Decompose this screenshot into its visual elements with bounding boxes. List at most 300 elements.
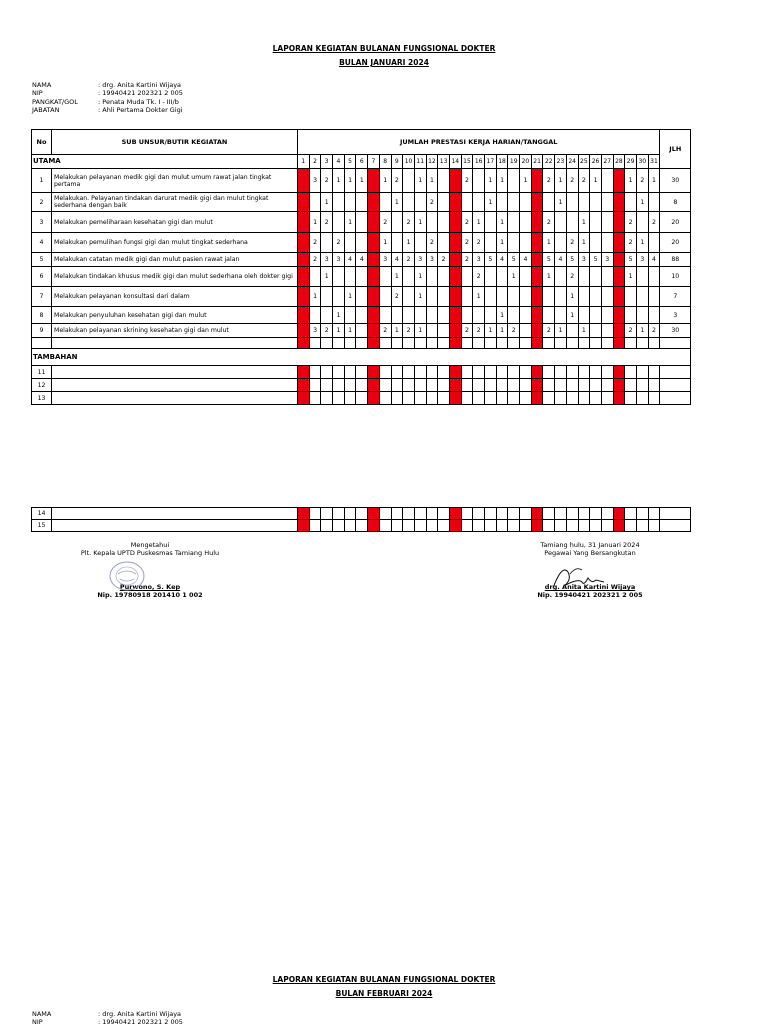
section-tambahan-label: TAMBAHAN [32,349,691,366]
column-daily-header: JUMLAH PRESTASI KERJA HARIAN/TANGGAL [298,130,660,155]
day-cell: 1 [578,233,590,253]
day-number: 23 [555,155,567,169]
day-cell [566,366,578,379]
day-cell [344,366,356,379]
row-total: 10 [660,267,691,287]
day-cell [309,379,321,392]
row-number: 12 [32,379,52,392]
day-cell: 2 [461,253,473,267]
day-cell [344,338,356,349]
day-cell: 3 [309,324,321,338]
day-cell [473,338,485,349]
day-cell: 5 [543,253,555,267]
day-cell [368,520,380,532]
column-activity-header: SUB UNSUR/BUTIR KEGIATAN [52,130,298,155]
day-cell [321,338,333,349]
day-cell [379,338,391,349]
day-cell [309,307,321,324]
day-cell: 1 [496,233,508,253]
day-cell [379,193,391,212]
day-number: 29 [625,155,637,169]
day-cell [403,267,415,287]
day-cell [590,212,602,233]
day-cell [473,520,485,532]
day-cell [613,193,625,212]
day-cell: 2 [438,253,450,267]
day-cell [473,392,485,405]
day-cell [578,287,590,307]
row-number: 1 [32,169,52,193]
day-cell [590,287,602,307]
day-cell [566,508,578,520]
day-cell [520,287,532,307]
section-tambahan-row [32,349,691,366]
table-row [32,233,691,253]
day-cell [461,508,473,520]
day-cell: 1 [344,324,356,338]
day-cell [298,520,310,532]
day-cell [368,338,380,349]
activity-description [52,508,298,520]
row-total: 30 [660,324,691,338]
day-cell [520,267,532,287]
day-cell [508,287,520,307]
day-cell [543,307,555,324]
table-row [32,324,691,338]
day-cell [426,520,438,532]
day-cell: 2 [321,212,333,233]
day-cell: 2 [333,233,345,253]
day-cell [426,366,438,379]
info-value: : Ahli Pertama Dokter Gigi [98,105,183,114]
info-row [32,98,183,106]
day-cell: 1 [636,324,648,338]
day-cell [438,324,450,338]
day-cell [356,379,368,392]
row-total: 30 [660,169,691,193]
day-number: 4 [333,155,345,169]
day-cell [403,392,415,405]
day-cell [438,287,450,307]
day-cell [309,508,321,520]
day-cell [531,508,543,520]
info-value: : Penata Muda Tk. I - III/b [98,97,179,106]
day-cell [636,338,648,349]
day-number: 31 [648,155,660,169]
day-cell [333,193,345,212]
day-cell [379,307,391,324]
day-cell [566,520,578,532]
row-number: 5 [32,253,52,267]
day-cell [449,233,461,253]
day-cell: 5 [625,253,637,267]
day-cell [391,212,403,233]
day-cell [555,379,567,392]
day-cell [414,392,426,405]
day-cell [461,366,473,379]
day-cell [438,338,450,349]
day-cell [321,379,333,392]
activity-description: Melakukan. Pelayanan tindakan darurat medik gigi dan mulut tingkat sederhana dengan baik [52,193,298,212]
day-cell [321,233,333,253]
day-cell [333,212,345,233]
day-cell [520,508,532,520]
day-cell: 1 [344,287,356,307]
day-cell [625,392,637,405]
day-number: 2 [309,155,321,169]
day-cell: 2 [636,169,648,193]
row-total: 3 [660,307,691,324]
day-cell: 1 [391,267,403,287]
day-number: 19 [508,155,520,169]
day-cell [496,287,508,307]
row-number: 8 [32,307,52,324]
day-cell [520,307,532,324]
day-cell: 2 [461,233,473,253]
info-key: NIP [32,1018,43,1027]
day-cell [520,338,532,349]
day-cell [449,379,461,392]
day-cell [555,392,567,405]
day-cell [414,193,426,212]
day-cell [636,379,648,392]
day-cell [426,508,438,520]
day-cell [449,287,461,307]
day-cell: 2 [461,324,473,338]
day-cell [356,520,368,532]
day-cell: 1 [344,212,356,233]
row-total [660,392,691,405]
day-cell [368,324,380,338]
day-cell: 3 [414,253,426,267]
info-key: NIP [32,89,43,98]
day-cell [578,392,590,405]
day-cell: 1 [426,169,438,193]
day-cell [333,508,345,520]
acknowledger-nip: Nip. 19780918 201410 1 002 [97,591,203,599]
day-cell [613,520,625,532]
day-cell [461,379,473,392]
day-cell [613,379,625,392]
row-number: 11 [32,366,52,379]
day-number: 18 [496,155,508,169]
day-cell: 4 [520,253,532,267]
day-cell [309,193,321,212]
day-cell [520,324,532,338]
table-row [32,307,691,324]
day-number: 1 [298,155,310,169]
day-cell [590,392,602,405]
day-cell [438,379,450,392]
day-cell: 1 [414,287,426,307]
day-cell [531,287,543,307]
day-number: 8 [379,155,391,169]
day-cell [508,193,520,212]
day-cell [298,212,310,233]
day-number: 11 [414,155,426,169]
day-cell [391,392,403,405]
section-utama-label: UTAMA [32,155,298,169]
row-number: 3 [32,212,52,233]
day-cell [601,508,613,520]
day-cell [566,338,578,349]
day-cell [601,338,613,349]
table-row [32,379,691,392]
day-cell [531,267,543,287]
day-cell: 2 [426,233,438,253]
day-cell [438,169,450,193]
activity-description: Melakukan pelayanan konsultasi dari dalam [52,287,298,307]
day-cell [403,169,415,193]
day-cell [321,392,333,405]
day-cell [438,267,450,287]
day-cell [625,287,637,307]
table-row [32,287,691,307]
day-cell: 3 [578,253,590,267]
day-cell [473,307,485,324]
day-cell [485,307,497,324]
day-cell [368,267,380,287]
activity-description [52,392,298,405]
day-cell [356,267,368,287]
day-cell: 3 [333,253,345,267]
day-cell [578,508,590,520]
day-cell [391,307,403,324]
day-cell [601,287,613,307]
day-cell [531,366,543,379]
day-cell [426,267,438,287]
day-cell [379,379,391,392]
day-cell [391,366,403,379]
day-cell [508,366,520,379]
day-cell [531,307,543,324]
day-cell [508,233,520,253]
day-cell: 1 [636,233,648,253]
day-cell: 1 [414,324,426,338]
day-cell [379,392,391,405]
info-row [32,81,183,89]
day-number-row [32,155,691,169]
day-cell [414,307,426,324]
day-cell [449,253,461,267]
day-cell [590,379,602,392]
day-cell [625,307,637,324]
day-cell [508,169,520,193]
day-cell [555,212,567,233]
day-cell: 1 [333,324,345,338]
day-number: 21 [531,155,543,169]
day-cell [414,233,426,253]
day-cell [555,233,567,253]
day-cell [496,193,508,212]
day-cell [613,169,625,193]
day-cell: 2 [566,233,578,253]
day-cell: 1 [403,233,415,253]
day-cell [613,307,625,324]
row-number: 7 [32,287,52,307]
day-cell: 2 [566,169,578,193]
day-cell [379,366,391,379]
row-number: 15 [32,520,52,532]
day-cell [636,392,648,405]
day-cell: 1 [321,193,333,212]
day-cell [613,338,625,349]
day-number: 30 [636,155,648,169]
table-row [32,193,691,212]
day-cell: 1 [309,287,321,307]
day-cell: 2 [426,193,438,212]
day-cell: 1 [496,169,508,193]
day-cell [496,379,508,392]
day-number: 27 [601,155,613,169]
day-cell [578,307,590,324]
table-row [32,392,691,405]
activity-description: Melakukan pemulihan fungsi gigi dan mulut tingkat sederhana [52,233,298,253]
day-cell [426,324,438,338]
day-cell [531,253,543,267]
day-cell [403,508,415,520]
day-cell [636,267,648,287]
day-cell [298,307,310,324]
day-cell [566,324,578,338]
day-cell: 4 [648,253,660,267]
table-row [32,212,691,233]
row-total: 88 [660,253,691,267]
day-cell: 5 [566,253,578,267]
day-cell [590,193,602,212]
day-cell [520,193,532,212]
row-total [660,508,691,520]
day-number: 24 [566,155,578,169]
day-cell [298,267,310,287]
row-number: 2 [32,193,52,212]
day-cell [473,366,485,379]
day-cell [438,366,450,379]
day-cell [578,379,590,392]
day-cell [613,287,625,307]
day-cell [438,508,450,520]
additional-activity-table [31,507,691,532]
activity-description [52,338,298,349]
day-cell: 1 [590,169,602,193]
day-cell: 1 [309,212,321,233]
day-cell [485,212,497,233]
day-cell [485,508,497,520]
day-cell [391,233,403,253]
day-cell [368,287,380,307]
day-cell [403,520,415,532]
row-total: 20 [660,212,691,233]
day-cell [613,253,625,267]
info-key: NAMA [32,1010,52,1018]
day-cell: 1 [356,169,368,193]
day-cell: 1 [333,169,345,193]
day-cell [625,366,637,379]
day-cell: 2 [625,233,637,253]
day-cell: 2 [508,324,520,338]
day-cell: 1 [648,169,660,193]
day-cell [298,508,310,520]
day-cell: 4 [496,253,508,267]
day-cell [449,212,461,233]
day-cell [648,267,660,287]
day-cell: 2 [473,324,485,338]
day-cell [473,379,485,392]
day-cell [368,366,380,379]
day-number: 9 [391,155,403,169]
day-cell: 1 [473,287,485,307]
day-cell [321,520,333,532]
day-cell [356,392,368,405]
day-cell [648,520,660,532]
day-cell [531,379,543,392]
day-cell [485,338,497,349]
row-number: 9 [32,324,52,338]
day-cell [473,193,485,212]
day-cell [555,366,567,379]
day-cell [356,324,368,338]
day-cell [485,366,497,379]
day-cell [555,338,567,349]
day-number: 3 [321,155,333,169]
day-cell [356,212,368,233]
column-no-header: No [32,130,52,155]
day-cell [356,338,368,349]
day-cell [555,520,567,532]
day-cell [449,169,461,193]
day-cell [496,338,508,349]
day-cell [321,508,333,520]
day-cell [333,520,345,532]
day-cell [356,287,368,307]
day-cell [636,520,648,532]
acknowledged-label: Mengetahui [130,541,170,549]
row-total [660,520,691,532]
day-cell: 1 [508,267,520,287]
day-cell [438,307,450,324]
row-number: 13 [32,392,52,405]
info-value: : 19940421 202321 2 005 [98,1018,183,1027]
day-cell: 1 [496,307,508,324]
day-number: 16 [473,155,485,169]
row-number: 4 [32,233,52,253]
day-cell [520,233,532,253]
day-cell: 1 [555,324,567,338]
day-cell [414,366,426,379]
day-cell [625,520,637,532]
day-cell: 2 [543,169,555,193]
day-number: 25 [578,155,590,169]
day-cell [309,267,321,287]
day-cell [625,508,637,520]
day-cell [601,520,613,532]
activity-description: Melakukan tindakan khusus medik gigi dan mulut sederhana oleh dokter gigi [52,267,298,287]
day-cell [613,366,625,379]
day-cell: 2 [461,169,473,193]
day-cell [601,379,613,392]
day-cell: 2 [648,212,660,233]
day-cell [333,338,345,349]
day-number: 15 [461,155,473,169]
day-cell [321,307,333,324]
day-cell: 3 [426,253,438,267]
row-total: 20 [660,233,691,253]
day-cell [520,212,532,233]
day-cell: 1 [520,169,532,193]
day-cell [356,366,368,379]
table-row [32,169,691,193]
day-cell [613,212,625,233]
